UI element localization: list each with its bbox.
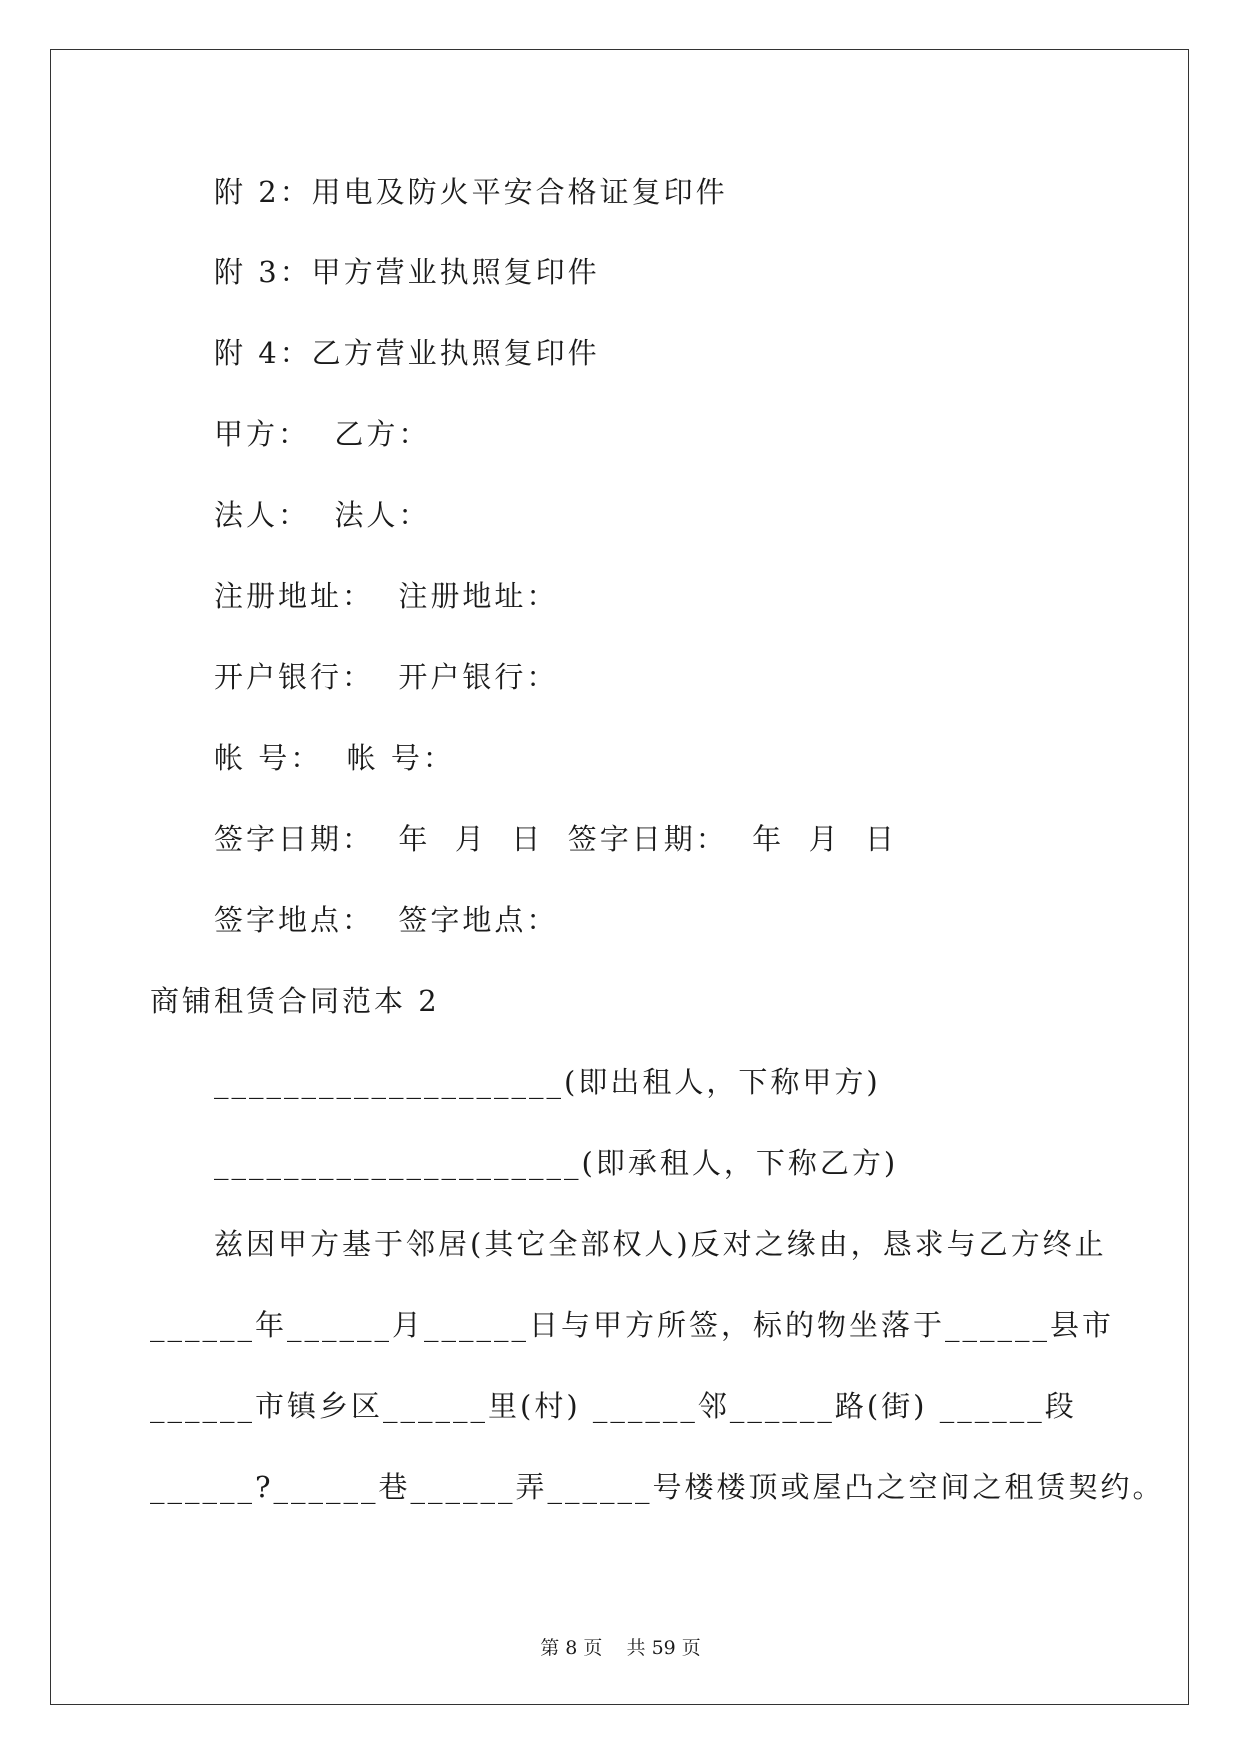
body-paragraph-line-3: ______市镇乡区______里(村) ______邻______路(街) ______段	[150, 1389, 1077, 1423]
attachment-2: 附 2：用电及防火平安合格证复印件	[214, 175, 728, 209]
bank-line: 开户银行： 开户银行：	[214, 660, 559, 694]
legal-person-line: 法人： 法人：	[214, 498, 431, 532]
body-paragraph-line-4: ______?______巷______弄______号楼楼顶或屋凸之空间之租赁契约。	[150, 1470, 1165, 1504]
lessee-line: _____________________(即承租人，下称乙方)	[214, 1146, 899, 1180]
account-line: 帐 号： 帐 号：	[214, 741, 455, 775]
page-border	[50, 49, 1189, 1705]
page-number: 第 8 页 共 59 页	[540, 1637, 701, 1659]
registered-address-line: 注册地址： 注册地址：	[214, 579, 559, 613]
page-footer	[0, 1636, 1241, 1660]
sign-place-line: 签字地点： 签字地点：	[214, 903, 559, 937]
body-paragraph-line-1: 兹因甲方基于邻居(其它全部权人)反对之缘由，恳求与乙方终止	[214, 1227, 1107, 1261]
sign-date-line: 签字日期： 年 月 日 签字日期： 年 月 日	[214, 822, 898, 856]
party-line: 甲方： 乙方：	[214, 417, 431, 451]
lessor-line: ____________________(即出租人，下称甲方)	[214, 1065, 881, 1099]
attachment-3: 附 3：甲方营业执照复印件	[214, 255, 600, 289]
attachment-4: 附 4：乙方营业执照复印件	[214, 336, 600, 370]
body-paragraph-line-2: ______年______月______日与甲方所签，标的物坐落于______县市	[150, 1308, 1115, 1342]
section-heading: 商铺租赁合同范本 2	[150, 984, 440, 1018]
